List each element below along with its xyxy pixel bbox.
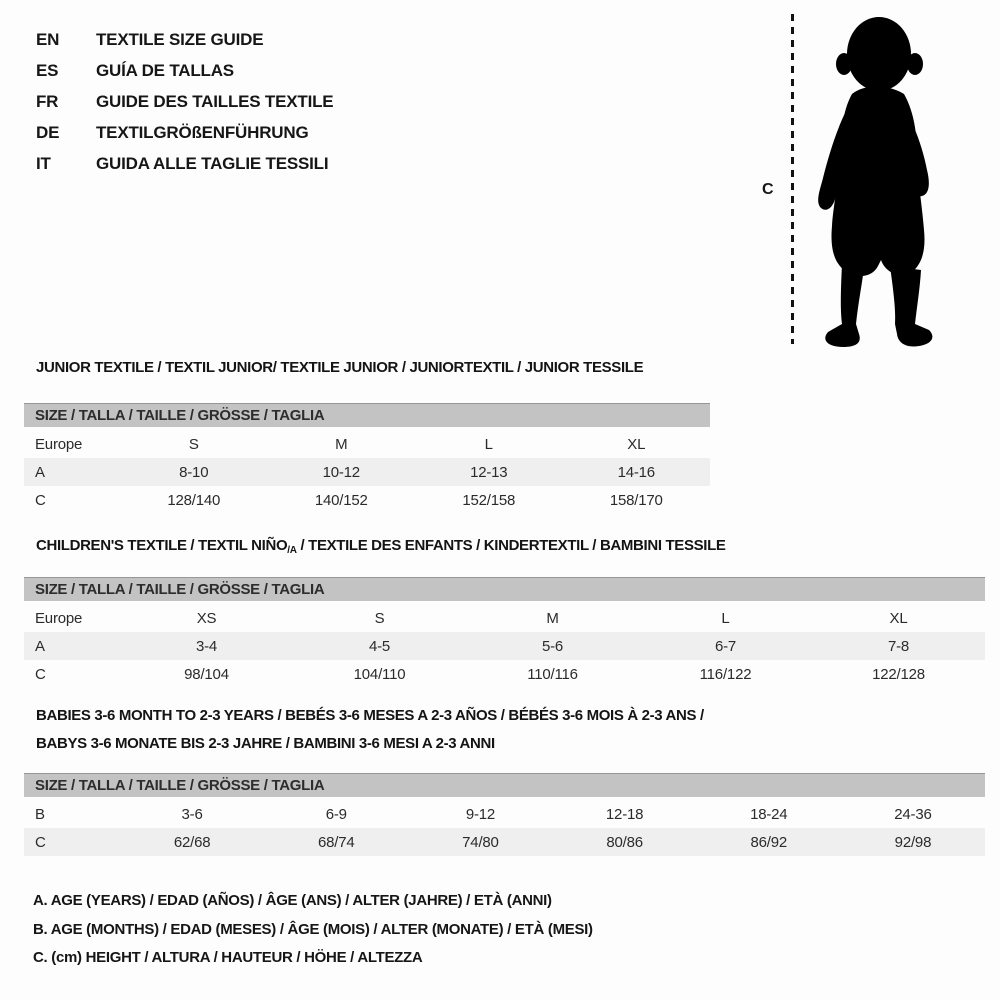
size-cell: XL (627, 435, 646, 453)
table-row-height (24, 486, 710, 514)
age-cell: 6-7 (714, 637, 737, 655)
age-cell: 5-6 (541, 637, 564, 655)
size-cell: L (484, 435, 493, 453)
size-cell: L (721, 609, 730, 627)
children-title-sub: /A (287, 545, 297, 556)
language-code: EN (36, 30, 60, 49)
months-cell: 24-36 (894, 805, 932, 823)
children-size-table (24, 577, 985, 688)
toddler-silhouette-icon (800, 12, 958, 348)
children-title-pre: CHILDREN'S TEXTILE / TEXTIL NIÑO (36, 537, 288, 554)
height-cell: 98/104 (184, 665, 229, 683)
children-title-post: / TEXTILE DES ENFANTS / KINDERTEXTIL / BAMBINI TESSILE (296, 537, 726, 554)
height-cell: 140/152 (314, 491, 368, 509)
table-row-months (24, 800, 985, 828)
size-cell: XS (196, 609, 217, 627)
height-cell: 110/116 (527, 665, 578, 683)
size-header-bar: SIZE / TALLA / TAILLE / GRÖSSE / TAGLIA (24, 403, 710, 427)
language-code: IT (36, 154, 51, 173)
table-row-europe (24, 430, 710, 458)
age-cell: 7-8 (887, 637, 910, 655)
height-dashed-line (791, 14, 794, 344)
height-measure-label: C (762, 181, 774, 198)
age-cell: 8-10 (179, 463, 209, 481)
language-code: DE (36, 123, 60, 142)
age-cell: 12-13 (470, 463, 508, 481)
row-label: C (35, 491, 46, 509)
months-cell: 12-18 (605, 805, 644, 823)
size-header-bar: SIZE / TALLA / TAILLE / GRÖSSE / TAGLIA (24, 577, 985, 601)
babies-size-table (24, 773, 985, 856)
months-cell: 3-6 (181, 805, 203, 823)
months-cell: 18-24 (750, 805, 788, 823)
age-cell: 3-4 (195, 637, 218, 655)
babies-table-title-line1: BABIES 3-6 MONTH TO 2-3 YEARS / BEBÉS 3-6 MESES A 2-3 AÑOS / BÉBÉS 3-6 MOIS À 2-3 ANS / (36, 707, 704, 724)
junior-size-table (24, 403, 710, 514)
height-cell: 80/86 (606, 833, 643, 851)
babies-table-title-line2: BABYS 3-6 MONATE BIS 2-3 JAHRE / BAMBINI 3-6 MESI A 2-3 ANNI (36, 735, 495, 752)
size-cell: M (335, 435, 348, 453)
height-cell: 116/122 (699, 665, 752, 683)
language-row-it (36, 154, 333, 174)
height-cell: 92/98 (894, 833, 932, 851)
footnote-age-months: B. AGE (MONTHS) / EDAD (MESES) / ÂGE (MOIS) / ALTER (MONATE) / ETÀ (MESI) (33, 921, 593, 938)
junior-table-title: JUNIOR TEXTILE / TEXTIL JUNIOR/ TEXTILE JUNIOR / JUNIORTEXTIL / JUNIOR TESSILE (36, 359, 644, 376)
language-row-fr (36, 92, 333, 112)
height-cell: 122/128 (872, 665, 925, 683)
height-cell: 128/140 (167, 491, 221, 509)
language-label: TEXTILE SIZE GUIDE (96, 30, 264, 49)
language-code: FR (36, 92, 59, 111)
size-cell: S (188, 435, 199, 453)
size-cell: XL (889, 609, 908, 627)
age-cell: 10-12 (322, 463, 360, 481)
language-label: GUIDA ALLE TAGLIE TESSILI (96, 154, 329, 173)
language-row-en (36, 30, 333, 50)
height-cell: 158/170 (609, 491, 663, 509)
row-label: Europe (35, 609, 83, 627)
table-row-height (24, 660, 985, 688)
row-label: B (35, 805, 45, 823)
months-cell: 9-12 (465, 805, 496, 823)
language-row-de (36, 123, 333, 143)
language-list (36, 30, 333, 174)
height-cell: 74/80 (462, 833, 499, 851)
months-cell: 6-9 (325, 805, 347, 823)
language-label: TEXTILGRÖßENFÜHRUNG (96, 123, 309, 142)
language-label: GUÍA DE TALLAS (96, 61, 234, 80)
size-header-bar: SIZE / TALLA / TAILLE / GRÖSSE / TAGLIA (24, 773, 985, 797)
age-cell: 4-5 (368, 637, 391, 655)
height-cell: 86/92 (750, 833, 788, 851)
footnote-height-cm: C. (cm) HEIGHT / ALTURA / HAUTEUR / HÖHE / ALTEZZA (33, 949, 423, 966)
language-row-es (36, 61, 333, 81)
language-code: ES (36, 61, 59, 80)
row-label: C (35, 665, 46, 683)
children-table-title (36, 537, 726, 556)
language-label: GUIDE DES TAILLES TEXTILE (96, 92, 334, 111)
footnote-age-years: A. AGE (YEARS) / EDAD (AÑOS) / ÂGE (ANS) / ALTER (JAHRE) / ETÀ (ANNI) (33, 892, 552, 909)
size-cell: S (374, 609, 385, 627)
row-label: C (35, 833, 46, 851)
table-row-age (24, 632, 985, 660)
table-row-height (24, 828, 985, 856)
height-cell: 104/110 (353, 665, 406, 683)
row-label: A (35, 637, 45, 655)
height-cell: 62/68 (173, 833, 211, 851)
age-cell: 14-16 (617, 463, 655, 481)
table-row-age (24, 458, 710, 486)
row-label: A (35, 463, 45, 481)
height-cell: 152/158 (462, 491, 516, 509)
row-label: Europe (35, 435, 83, 453)
height-cell: 68/74 (317, 833, 355, 851)
table-row-europe (24, 604, 985, 632)
size-cell: M (546, 609, 559, 627)
